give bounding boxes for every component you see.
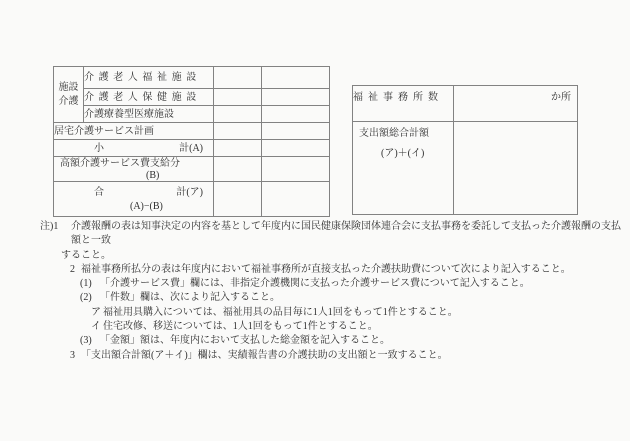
total-code-a: 計(ア) [176, 186, 203, 198]
subtotal-amount-cell [262, 140, 330, 157]
note-text: 介護報酬の表は知事決定の内容を基として年度内に国民健康保険団体連合会に支払事務を委託して支払った介護報酬の支払額と一致 [71, 221, 621, 247]
note-line [40, 263, 626, 277]
row-label-home-care-plan: 居宅介護サービス計画 [54, 123, 214, 140]
note-text: 福祉事務所払分の表は年度内において福祉事務所が直接支払った介護扶助費について次により記入すること。 [81, 263, 571, 275]
subtotal-code-a: 計(A) [179, 142, 203, 154]
note-marker: 注)1 [40, 221, 59, 232]
note-marker: 3 [70, 349, 75, 361]
total-label: 合 [94, 186, 104, 198]
health-facility-count-cell [214, 89, 262, 106]
note-text: 「支出額合計額(ア＋イ)」欄は、実績報告書の介護扶助の支出額と一致すること。 [81, 349, 448, 361]
total-count-cell [214, 182, 262, 217]
note-line [40, 306, 626, 320]
welfare-office-table [352, 85, 578, 215]
note-text: 福祉用具購入については、福祉用具の品目毎に1人1回をもって1件とすること。 [103, 306, 458, 318]
subtotal-count-cell [214, 140, 262, 157]
deduction-label: 高額介護サービス費支給分 [60, 158, 180, 169]
row-label-welfare-facility: 介護老人福祉施設 [84, 67, 214, 89]
subtotal-row-label-cell [54, 140, 214, 157]
note-line [40, 349, 626, 363]
note-marker: (1) [80, 278, 92, 290]
grand-total-label-cell [353, 122, 454, 215]
facility-care-label-line2: 介護 [58, 95, 79, 107]
deduction-count-cell [214, 157, 262, 182]
total-formula: (A)−(B) [130, 200, 163, 212]
deduction-amount-cell [262, 157, 330, 182]
note-line [40, 220, 626, 249]
note-text: 「件数」欄は、次により記入すること。 [100, 292, 280, 304]
facility-care-label-line1: 施設 [58, 81, 79, 93]
note-line [40, 320, 626, 334]
subtotal-label: 小 [94, 142, 104, 154]
note-marker: (3) [80, 335, 92, 347]
home-care-plan-count-cell [214, 123, 262, 140]
office-count-unit: か所 [551, 92, 571, 103]
note-marker: イ [91, 321, 101, 333]
row-label-medical-facility: 介護療養型医療施設 [84, 106, 214, 123]
row-label-health-facility: 介護老人保健施設 [84, 89, 214, 106]
office-count-label: 福祉事務所数 [353, 86, 454, 122]
note-text: すること。 [61, 249, 111, 261]
welfare-facility-amount-cell [262, 67, 330, 89]
note-line [40, 291, 626, 305]
grand-total-value-cell [454, 122, 578, 215]
medical-facility-amount-cell [262, 106, 330, 123]
medical-facility-count-cell [214, 106, 262, 123]
deduction-row-label-cell [54, 157, 214, 182]
health-facility-amount-cell [262, 89, 330, 106]
note-text: 住宅改修、移送については、1人1回をもって1件とすること。 [103, 321, 378, 333]
notes-block [40, 220, 626, 363]
office-count-value-cell [454, 86, 578, 122]
note-text: 「金額」額は、年度内において支払した総金額を記入すること。 [100, 335, 390, 347]
note-line [40, 334, 626, 348]
note-marker: 2 [70, 263, 75, 275]
facility-care-group-cell [54, 67, 84, 123]
total-row-label-cell [54, 182, 214, 217]
welfare-facility-count-cell [214, 67, 262, 89]
grand-total-formula: (ア)＋(イ) [381, 148, 425, 159]
note-line [40, 277, 626, 291]
note-marker: ア [91, 306, 101, 318]
note-marker: (2) [80, 292, 92, 304]
note-line [40, 249, 626, 263]
grand-total-label: 支出額総合計額 [359, 128, 429, 139]
total-amount-cell [262, 182, 330, 217]
care-benefit-table [53, 66, 330, 217]
home-care-plan-amount-cell [262, 123, 330, 140]
note-text: 「介護サービス費」欄には、非指定介護機関に支払った介護サービス費について記入すること。 [100, 278, 530, 290]
deduction-code-b: (B) [146, 170, 160, 181]
